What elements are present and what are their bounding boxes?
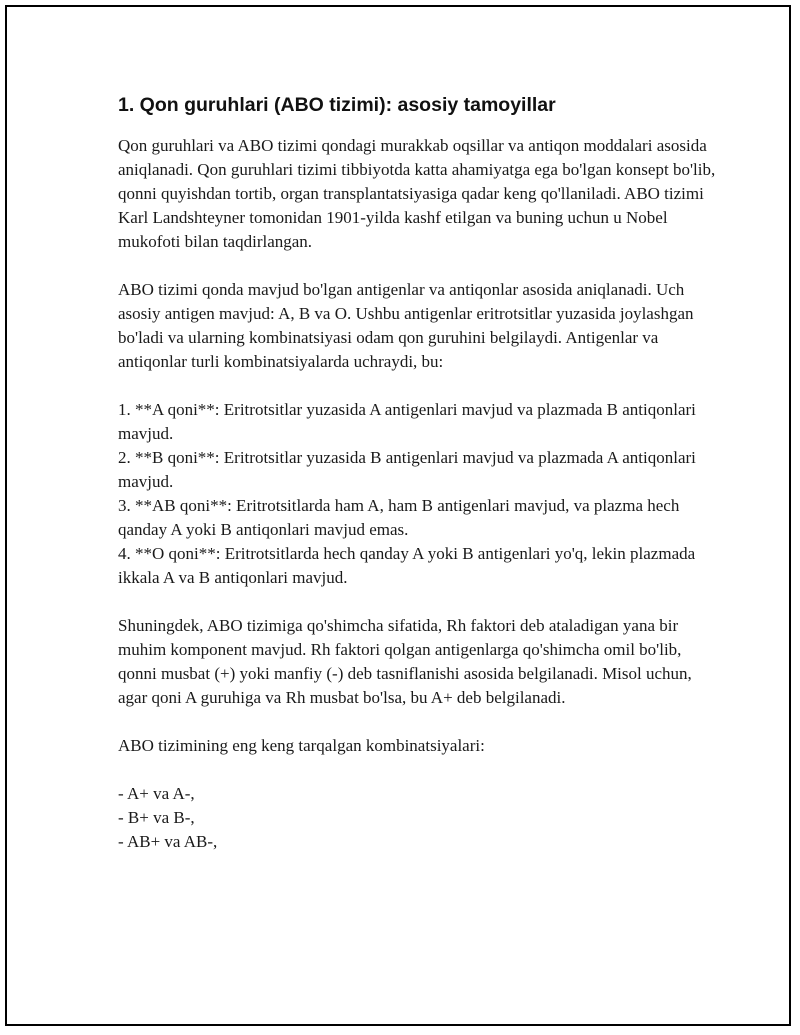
list-item: - A+ va A-, xyxy=(118,784,195,803)
blood-type-list xyxy=(118,398,718,590)
paragraph-rh-factor: Shuningdek, ABO tizimiga qo'shimcha sifatida, Rh faktori deb ataladigan yana bir muhim komponent mavjud. Rh faktori qolgan antigenlarga qo'shimcha omil bo'lib, qonni musbat (+) yoki manfiy (-) deb tasniflanishi asosida belgilanadi. Misol uchun, agar qoni A guruhiga va Rh musbat bo'lsa, bu A+ deb belgilanadi. xyxy=(118,616,692,707)
paragraph-antigens: ABO tizimi qonda mavjud bo'lgan antigenlar va antiqonlar asosida aniqlanadi. Uch asosiy antigen mavjud: A, B va O. Ushbu antigenlar eritrotsitlar yuzasida joylashgan bo'ladi va ularning kombinatsiyasi odam qon guruhini belgilaydi. Antigenlar va antiqonlar turli kombinatsiyalarda uchraydi, bu: xyxy=(118,280,694,371)
list-item: - B+ va B-, xyxy=(118,808,195,827)
list-item: 3. **AB qoni**: Eritrotsitlarda ham A, ham B antigenlari mavjud, va plazma hech qanday A yoki B antiqonlari mavjud emas. xyxy=(118,496,680,539)
paragraph-intro: Qon guruhlari va ABO tizimi qondagi murakkab oqsillar va antiqon moddalari asosida aniqlanadi. Qon guruhlari tizimi tibbiyotda katta ahamiyatga ega bo'lgan konsept bo'lib, qonni quyishdan tortib, organ transplantatsiyasiga qadar keng qo'llaniladi. ABO tizimi Karl Landshteyner tomonidan 1901-yilda kashf etilgan va buning uchun u Nobel mukofoti bilan taqdirlangan. xyxy=(118,136,716,251)
document-body xyxy=(118,92,718,854)
paragraph-combinations: ABO tizimining eng keng tarqalgan kombinatsiyalari: xyxy=(118,736,485,755)
list-item: - AB+ va AB-, xyxy=(118,832,218,851)
list-item: 4. **O qoni**: Eritrotsitlarda hech qanday A yoki B antigenlari yo'q, lekin plazmada ikkala A va B antiqonlari mavjud. xyxy=(118,544,696,587)
section-heading: 1. Qon guruhlari (ABO tizimi): asosiy tamoyillar xyxy=(118,94,556,116)
list-item: 2. **B qoni**: Eritrotsitlar yuzasida B antigenlari mavjud va plazmada A antiqonlari mavjud. xyxy=(118,448,696,491)
list-item: 1. **A qoni**: Eritrotsitlar yuzasida A antigenlari mavjud va plazmada B antiqonlari mavjud. xyxy=(118,400,696,443)
combination-list xyxy=(118,782,718,854)
